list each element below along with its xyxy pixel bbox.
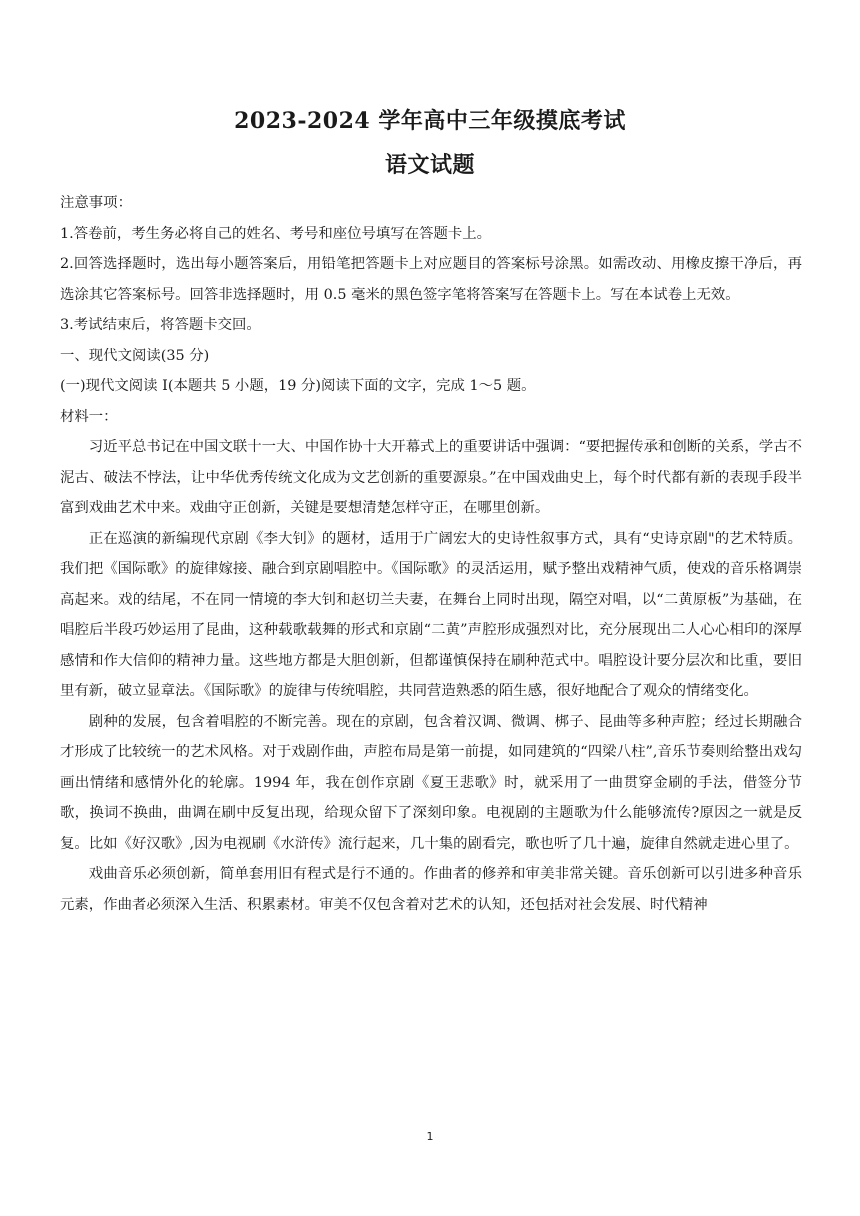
notice-item-2: 2.回答选择题时，选出每小题答案后，用铅笔把答题卡上对应题目的答案标号涂黑。如需改动、用橡皮擦干净后，再选涂其它答案标号。回答非选择题时，用 0.5 毫米的黑色签字笔将答案写在答题卡上。写在本试卷上无效。 <box>60 256 802 303</box>
paragraph-3: 剧种的发展，包含着唱腔的不断完善。现在的京剧，包含着汉调、微调、梆子、昆曲等多种声腔；经过长期融合才形成了比较统一的艺术风格。对于戏剧作曲，声腔布局是第一前提，如同建筑的“四梁八柱”,音乐节奏则给整出戏勾画出情绪和感情外化的轮廓。1994 年，我在创作京剧《夏王悲歌》时，就采用了一曲贯穿金刷的手法，借签分节歌，换词不换曲，曲调在刷中反复出现，给现众留下了深刻印象。电视剧的主题歌为什么能够流传?原因之一就是反复。比如《好汉歌》,因为电视刷《水浒传》流行起来，几十集的剧看完，歌也听了几十遍，旋律自然就走进心里了。 <box>60 713 802 852</box>
exam-subtitle: 语文试题 <box>384 152 475 178</box>
page-number: 1 <box>426 1130 434 1143</box>
exam-body <box>60 188 802 920</box>
exam-title: 2023-2024 学年高中三年级摸底考试 <box>234 108 626 134</box>
notice-item-3: 3.考试结束后，将答题卡交回。 <box>60 317 261 333</box>
paragraph-2: 正在巡演的新编现代京剧《李大钊》的题材，适用于广阔宏大的史诗性叙事方式，具有“史诗京剧"的艺术特质。我们把《国际歌》的旋律嫁接、融合到京剧唱腔中。《国际歌》的灵活运用，赋予整出戏精神气质，使戏的音乐格调崇高起来。戏的结尾，不在同一情境的李大钊和赵切兰夫妻，在舞台上同时出现，隔空对唱，以“二黄原板”为基础，在唱腔后半段巧妙运用了昆曲，这种载歌载舞的形式和京剧“二黄”声腔形成强烈对比，充分展现出二人心心相印的深厚感情和作大信仰的精神力量。这些地方都是大胆创新，但都谨慎保持在刷种范式中。唱腔设计要分层次和比重，要旧里有新，破立显章法。《国际歌》的旋律与传统唱腔，共同营造熟悉的陌生感，很好地配合了观众的情绪变化。 <box>60 530 802 699</box>
section-heading: 一、现代文阅读(35 分) <box>60 347 210 364</box>
section-sub-heading: (一)现代文阅读 I(本题共 5 小题，19 分)阅读下面的文字，完成 1～5 题。 <box>60 378 536 394</box>
paragraph-1: 习近平总书记在中国文联十一大、中国作协十大开幕式上的重要讲话中强调：“要把握传承和创断的关系，学古不泥古、破法不悖法，让中华优秀传统文化成为文艺创新的重要源泉。”在中国戏曲史上，每个时代都有新的表现手段半富到戏曲艺术中来。戏曲守正创新，关键是要想清楚怎样守正，在哪里创新。 <box>60 439 802 516</box>
material-label: 材料一： <box>60 408 118 425</box>
paragraph-4: 戏曲音乐必须创新，简单套用旧有程式是行不通的。作曲者的修养和审美非常关键。音乐创新可以引进多种音乐元素，作曲者必须深入生活、积累素材。审美不仅包含着对艺术的认知，还包括对社会发展、时代精神 <box>60 866 802 913</box>
notice-item-1: 1.答卷前，考生务必将自己的姓名、考号和座位号填写在答题卡上。 <box>60 225 492 242</box>
notice-heading: 注意事项： <box>60 195 132 211</box>
